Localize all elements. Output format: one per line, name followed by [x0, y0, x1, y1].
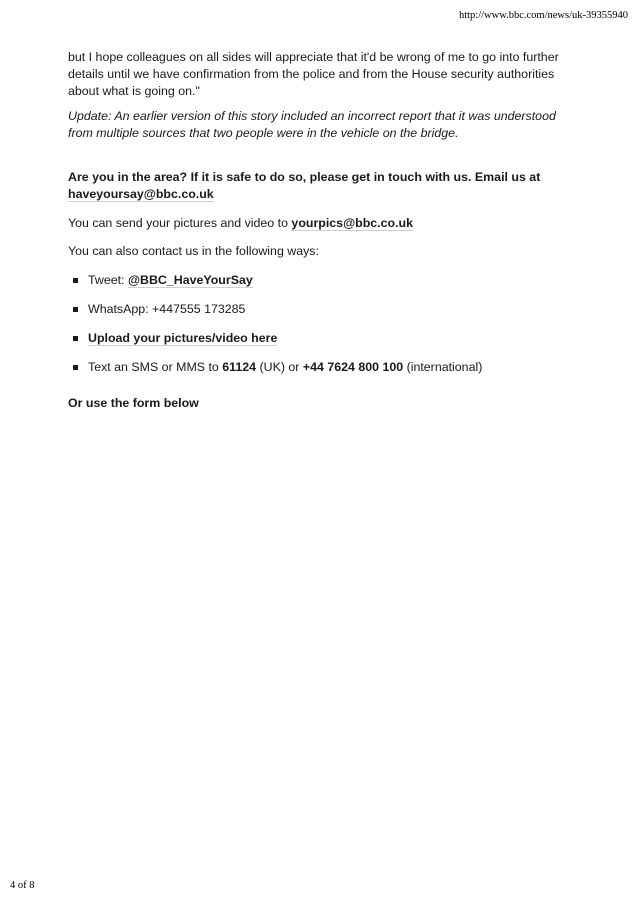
twitter-handle-link[interactable]: @BBC_HaveYourSay [127, 273, 253, 288]
haveyoursay-email-link[interactable]: haveyoursay@bbc.co.uk [68, 186, 214, 201]
area-heading [68, 169, 568, 203]
whatsapp-text: WhatsApp: +447555 173285 [88, 302, 246, 317]
print-url: http://www.bbc.com/news/uk-39355940 [458, 10, 628, 21]
upload-pictures-link[interactable]: Upload your pictures/video here [88, 331, 278, 346]
sms-international-number: +44 7624 800 100 [302, 360, 404, 375]
sms-uk-label: (UK) or [256, 360, 303, 375]
send-pictures-text: You can send your pictures and video to [68, 215, 292, 230]
sms-uk-number: 61124 [222, 360, 257, 375]
contact-list [68, 272, 568, 376]
quote-line: details until we have confirmation from the police and from the House security authorities [68, 66, 555, 81]
list-item-upload [68, 330, 568, 347]
area-heading-text: Are you in the area? If it is safe to do so, please get in touch with us. Email us at [68, 169, 541, 184]
page-number: 4 of 8 [10, 880, 35, 891]
send-pictures-paragraph [68, 215, 568, 232]
yourpics-email-link[interactable]: yourpics@bbc.co.uk [291, 215, 413, 230]
update-note [68, 108, 568, 142]
list-item-tweet [68, 272, 568, 289]
contact-intro: You can also contact us in the following ways: [68, 244, 319, 259]
quote-line: but I hope colleagues on all sides will appreciate that it'd be wrong of me to go into further [68, 50, 559, 64]
update-line: from multiple sources that two people were in the vehicle on the bridge. [68, 126, 459, 141]
article-content [68, 49, 568, 412]
form-below-heading: Or use the form below [68, 395, 199, 410]
list-item-whatsapp [68, 301, 568, 318]
sms-international-label: (international) [403, 360, 483, 375]
sms-prefix: Text an SMS or MMS to [88, 360, 223, 375]
quote-line: about what is going on." [68, 83, 200, 98]
list-item-sms [68, 359, 568, 376]
update-line: Update: An earlier version of this story included an incorrect report that it was understood [68, 109, 556, 124]
quote-paragraph [68, 49, 568, 99]
tweet-label: Tweet: [88, 273, 128, 288]
